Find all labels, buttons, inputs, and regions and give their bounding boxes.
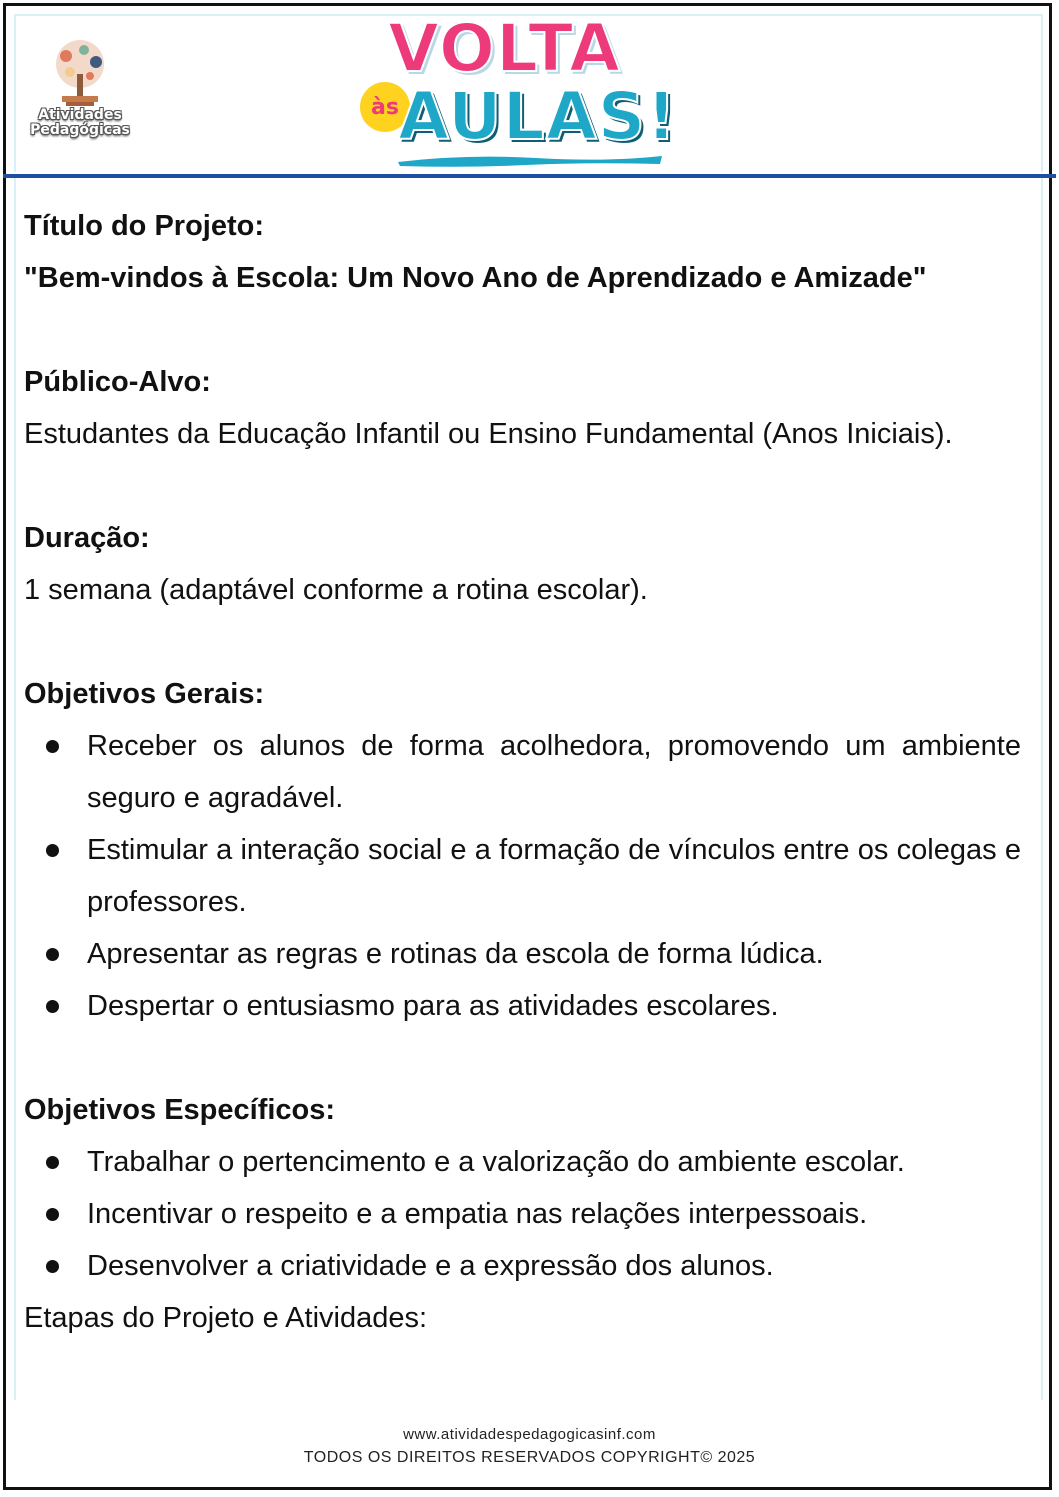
volta-as-aulas-banner [360, 10, 690, 170]
brush-underline-icon [396, 152, 664, 168]
list-item: Incentivar o respeito e a empatia nas relações interpessoais. [24, 1188, 1021, 1240]
footer-url[interactable]: www.atividadespedagogicasinf.com [403, 1426, 656, 1443]
list-item: Trabalhar o pertencimento e a valorização do ambiente escolar. [24, 1136, 1021, 1188]
bullet-icon [46, 948, 59, 961]
list-item: Apresentar as regras e rotinas da escola de forma lúdica. [24, 928, 1021, 980]
bullet-icon [46, 844, 59, 857]
document-body [24, 200, 1021, 1344]
footer [0, 1423, 1059, 1469]
stages-label: Etapas do Projeto e Atividades: [24, 1302, 428, 1334]
list-item: Despertar o entusiasmo para as atividades escolares. [24, 980, 1021, 1032]
list-item: Receber os alunos de forma acolhedora, promovendo um ambiente seguro e agradável. [24, 720, 1021, 824]
bullet-icon [46, 1000, 59, 1013]
project-title-value: "Bem-vindos à Escola: Um Novo Ano de Aprendizado e Amizade" [24, 262, 927, 294]
header-divider [3, 174, 1056, 178]
specific-objectives-list [24, 1136, 1021, 1292]
specific-objectives-label: Objetivos Específicos: [24, 1094, 336, 1126]
banner-aulas: AULAS! [398, 78, 678, 155]
duration-value: 1 semana (adaptável conforme a rotina escolar). [24, 574, 648, 606]
bullet-icon [46, 1208, 59, 1221]
list-item: Desenvolver a criatividade e a expressão dos alunos. [24, 1240, 1021, 1292]
logo-text: Atividades Pedagógicas [30, 107, 130, 138]
audience-label: Público-Alvo: [24, 366, 211, 398]
duration-label: Duração: [24, 522, 150, 554]
list-item: Estimular a interação social e a formação de vínculos entre os colegas e professores. [24, 824, 1021, 928]
general-objectives-label: Objetivos Gerais: [24, 678, 265, 710]
tree-icon [22, 38, 138, 110]
banner-volta: VOLTA [388, 10, 622, 87]
audience-value: Estudantes da Educação Infantil ou Ensino Fundamental (Anos Iniciais). [24, 418, 953, 450]
bullet-icon [46, 1156, 59, 1169]
banner-as-text: às [371, 94, 399, 120]
bullet-icon [46, 740, 59, 753]
site-logo [22, 38, 138, 146]
project-title-label: Título do Projeto: [24, 210, 265, 242]
footer-copyright: TODOS OS DIREITOS RESERVADOS COPYRIGHT© 2025 [303, 1449, 756, 1466]
bullet-icon [46, 1260, 59, 1273]
general-objectives-list [24, 720, 1021, 1032]
